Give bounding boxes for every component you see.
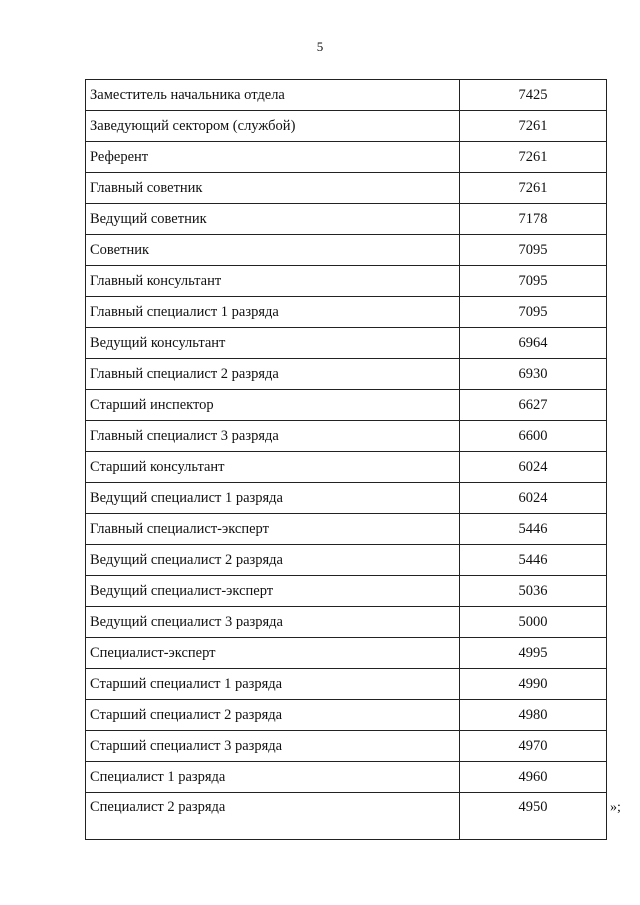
salary-value-cell: 5446 bbox=[460, 514, 607, 545]
table-row bbox=[86, 421, 607, 452]
salary-value-cell: 5446 bbox=[460, 545, 607, 576]
table-row bbox=[86, 266, 607, 297]
closing-quote-mark: »; bbox=[610, 800, 621, 815]
table-row bbox=[86, 359, 607, 390]
table-row bbox=[86, 328, 607, 359]
salary-value-cell: 7261 bbox=[460, 111, 607, 142]
position-title-cell: Заместитель начальника отдела bbox=[86, 80, 460, 111]
table-row bbox=[86, 173, 607, 204]
salary-value-cell: 7261 bbox=[460, 142, 607, 173]
table-row bbox=[86, 297, 607, 328]
salary-value-cell: 6024 bbox=[460, 483, 607, 514]
position-title-cell: Заведующий сектором (службой) bbox=[86, 111, 460, 142]
position-title-cell: Старший специалист 1 разряда bbox=[86, 669, 460, 700]
salary-value-cell: 6964 bbox=[460, 328, 607, 359]
salary-value-cell: 7178 bbox=[460, 204, 607, 235]
position-title-cell: Ведущий специалист 1 разряда bbox=[86, 483, 460, 514]
position-title-cell: Старший консультант bbox=[86, 452, 460, 483]
position-title-cell: Старший специалист 2 разряда bbox=[86, 700, 460, 731]
salary-value-cell: 7095 bbox=[460, 266, 607, 297]
salary-value-cell: 4990 bbox=[460, 669, 607, 700]
position-title-cell: Главный специалист 2 разряда bbox=[86, 359, 460, 390]
table-row bbox=[86, 669, 607, 700]
position-title-cell: Старший специалист 3 разряда bbox=[86, 731, 460, 762]
salary-value-cell: 6930 bbox=[460, 359, 607, 390]
salary-table bbox=[85, 79, 607, 840]
table-row bbox=[86, 514, 607, 545]
table-row bbox=[86, 793, 607, 840]
position-title-cell: Ведущий консультант bbox=[86, 328, 460, 359]
position-title-cell: Ведущий специалист 2 разряда bbox=[86, 545, 460, 576]
salary-value-cell: 7095 bbox=[460, 235, 607, 266]
table-row bbox=[86, 80, 607, 111]
table-row bbox=[86, 452, 607, 483]
salary-table-body bbox=[86, 80, 607, 840]
position-title-cell: Главный советник bbox=[86, 173, 460, 204]
position-title-cell: Главный специалист 1 разряда bbox=[86, 297, 460, 328]
position-title-cell: Главный специалист-эксперт bbox=[86, 514, 460, 545]
table-row bbox=[86, 762, 607, 793]
position-title-cell: Главный консультант bbox=[86, 266, 460, 297]
table-row bbox=[86, 700, 607, 731]
salary-value-cell: 4995 bbox=[460, 638, 607, 669]
table-row bbox=[86, 142, 607, 173]
salary-value-cell: 5036 bbox=[460, 576, 607, 607]
table-row bbox=[86, 235, 607, 266]
position-title-cell: Ведущий специалист-эксперт bbox=[86, 576, 460, 607]
table-row bbox=[86, 483, 607, 514]
table-row bbox=[86, 390, 607, 421]
table-row bbox=[86, 607, 607, 638]
position-title-cell: Ведущий советник bbox=[86, 204, 460, 235]
salary-value-cell: 4950 bbox=[460, 793, 607, 840]
salary-value-cell: 7261 bbox=[460, 173, 607, 204]
position-title-cell: Ведущий специалист 3 разряда bbox=[86, 607, 460, 638]
position-title-cell: Специалист 2 разряда bbox=[86, 793, 460, 840]
salary-value-cell: 6600 bbox=[460, 421, 607, 452]
table-row bbox=[86, 111, 607, 142]
table-row bbox=[86, 731, 607, 762]
position-title-cell: Специалист 1 разряда bbox=[86, 762, 460, 793]
table-row bbox=[86, 576, 607, 607]
position-title-cell: Советник bbox=[86, 235, 460, 266]
position-title-cell: Старший инспектор bbox=[86, 390, 460, 421]
position-title-cell: Референт bbox=[86, 142, 460, 173]
salary-value-cell: 4970 bbox=[460, 731, 607, 762]
salary-value-cell: 7425 bbox=[460, 80, 607, 111]
table-row bbox=[86, 204, 607, 235]
salary-value-cell: 5000 bbox=[460, 607, 607, 638]
page-number: 5 bbox=[316, 39, 324, 54]
salary-value-cell: 6024 bbox=[460, 452, 607, 483]
table-row bbox=[86, 638, 607, 669]
position-title-cell: Главный специалист 3 разряда bbox=[86, 421, 460, 452]
salary-value-cell: 6627 bbox=[460, 390, 607, 421]
position-title-cell: Специалист-эксперт bbox=[86, 638, 460, 669]
table-row bbox=[86, 545, 607, 576]
salary-value-cell: 4960 bbox=[460, 762, 607, 793]
salary-value-cell: 7095 bbox=[460, 297, 607, 328]
salary-value-cell: 4980 bbox=[460, 700, 607, 731]
